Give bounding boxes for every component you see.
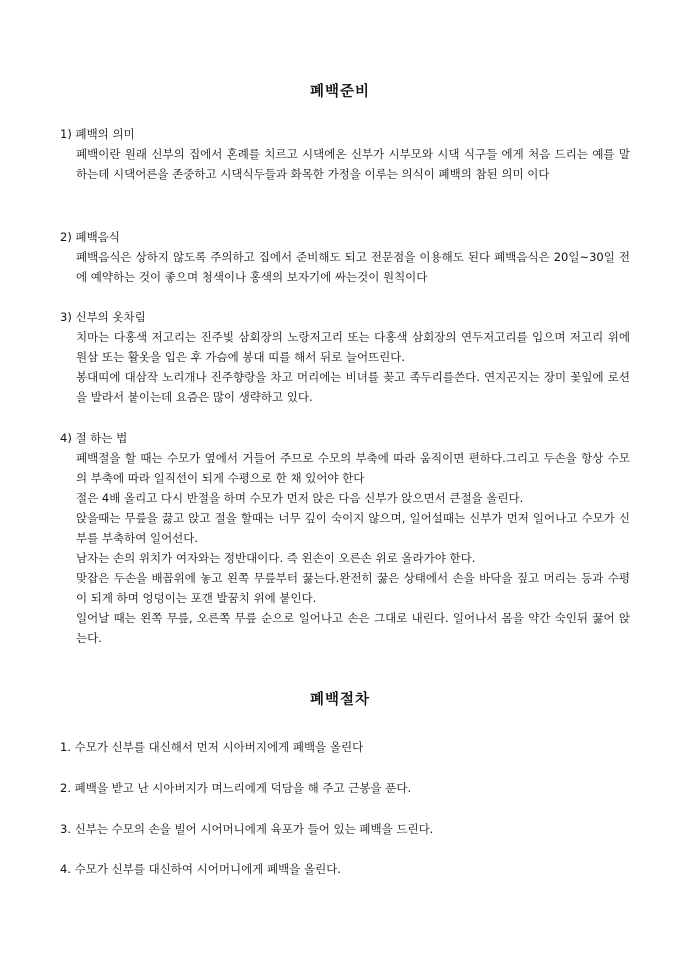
procedure-step: 2. 폐백을 받고 난 시아버지가 며느리에게 덕담을 해 주고 근봉을 푼다. [60,781,412,795]
section-paragraph: 폐백음식은 상하지 않도록 주의하고 집에서 준비해도 되고 전문점을 이용해도 된다 폐백음식은 20일~30일 전에 예약하는 것이 좋으며 청색이나 홍색의 보자기에 싸는것이 원칙이다 [76,250,630,284]
section-paragraph: 일어날 때는 왼쪽 무릎, 오른쪽 무릎 순으로 일어나고 손은 그대로 내린다. 일어나서 몸을 약간 숙인뒤 꿇어 앉는다. [76,611,630,645]
section-paragraph: 앉을때는 무릎을 끓고 앉고 절을 할때는 너무 깊이 숙이지 않으며, 일어설때는 신부가 먼저 일어나고 수모가 신부를 부축하여 일어선다. [76,511,630,545]
section-heading: 1) 폐백의 의미 [60,127,135,141]
section-meaning [60,124,630,184]
section-paragraph: 남자는 손의 위치가 여자와는 정반대이다. 즉 왼손이 오른손 위로 올라가야 한다. [76,551,476,565]
section-paragraph: 봉대띠에 대삼작 노리개나 진주향랑을 차고 머리에는 비녀를 꽂고 족두리를쓴다. 연지곤지는 장미 꽃잎에 로션을 발라서 붙이는데 요즘은 많이 생략하고 있다. [76,370,630,404]
page-title-preparation: 폐백준비 [309,84,371,100]
section-heading: 3) 신부의 옷차림 [60,310,146,324]
section-food [60,227,630,287]
section-paragraph: 절은 4배 올리고 다시 반절을 하며 수모가 먼저 앉은 다음 신부가 앉으면서 큰절을 올린다. [76,491,524,505]
section-body [76,144,630,184]
section-heading: 2) 폐백음식 [60,230,120,244]
procedure-step: 1. 수모가 신부를 대신해서 먼저 시아버지에게 폐백을 올린다 [60,740,364,754]
section-body [76,448,630,648]
section-bowing [60,428,630,648]
section-body [76,247,630,287]
section-attire [60,307,630,407]
page-title-procedure: 폐백절차 [309,692,371,708]
section-paragraph: 맞잡은 두손을 배꼽위에 놓고 왼쪽 무릎부터 꿇는다.완전히 꿇은 상태에서 손을 바닥을 짚고 머리는 등과 수평이 되게 하며 엉덩이는 포갠 발꿈치 위에 붙인다. [76,571,630,605]
section-paragraph: 폐백이란 원래 신부의 집에서 혼례를 치르고 시댁에온 신부가 시부모와 시댁 식구들 에게 처음 드리는 예를 말하는데 시댁어른을 존중하고 시댁식두들과 화목한 가정을 이루는 의식이 폐백의 참된 의미 이다 [76,147,630,181]
section-paragraph: 치마는 다홍색 저고리는 진주빛 삼회장의 노랑저고리 또는 다홍색 삼회장의 연두저고리를 입으며 저고리 위에 원삼 또는 활옷을 입은 후 가슴에 봉대 띠를 해서 뒤로 늘어뜨린다. [76,330,630,364]
procedure-step: 3. 신부는 수모의 손을 빌어 시어머니에게 육포가 들어 있는 폐백을 드린다. [60,822,434,836]
section-body [76,327,630,407]
section-paragraph: 폐백절을 할 때는 수모가 옆에서 거들어 주므로 수모의 부축에 따라 움직이면 편하다.그리고 두손을 항상 수모의 부축에 따라 일직선이 되게 수평으로 한 채 있어야 한다 [76,451,630,485]
section-heading: 4) 절 하는 법 [60,431,128,445]
procedure-step: 4. 수모가 신부를 대신하여 시어머니에게 폐백을 올린다. [60,862,341,876]
